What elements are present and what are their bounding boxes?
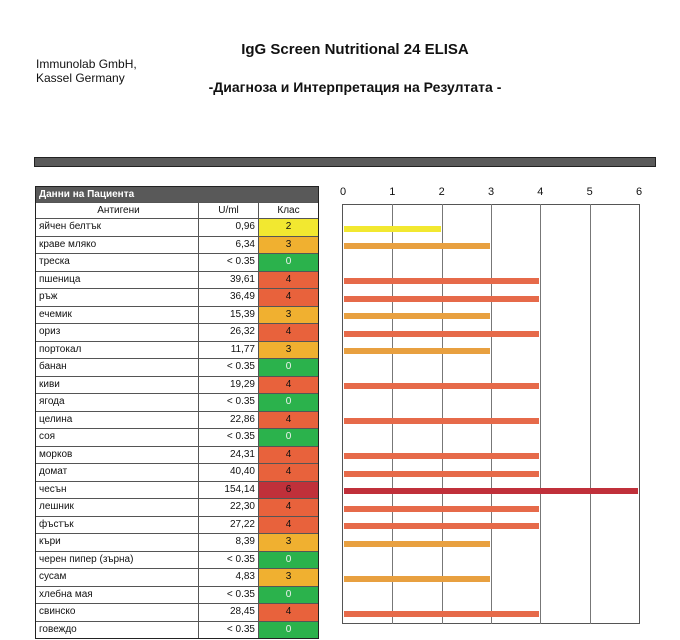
antigen-name: краве мляко	[36, 237, 199, 254]
antigen-value: 40,40	[199, 464, 259, 481]
antigen-class-badge: 4	[259, 377, 318, 394]
antigen-name: фъстък	[36, 517, 199, 534]
table-row	[36, 288, 318, 306]
antigen-value: 154,14	[199, 482, 259, 499]
table-row	[36, 341, 318, 359]
antigen-class-badge: 4	[259, 324, 318, 341]
antigen-class-badge: 0	[259, 429, 318, 446]
antigen-name: соя	[36, 429, 199, 446]
antigen-name: яйчен белтък	[36, 219, 199, 236]
bar	[344, 453, 539, 459]
x-tick-label: 0	[339, 186, 347, 198]
antigen-name: говеждо	[36, 622, 199, 639]
table-row	[36, 236, 318, 254]
antigen-name: ориз	[36, 324, 199, 341]
patient-data-header: Данни на Пациента	[36, 187, 318, 202]
antigen-value: 0,96	[199, 219, 259, 236]
section-divider	[34, 157, 656, 167]
antigen-class-badge: 2	[259, 219, 318, 236]
x-tick-label: 1	[389, 186, 396, 198]
antigen-class-badge: 3	[259, 342, 318, 359]
antigen-class-badge: 3	[259, 569, 318, 586]
gridline	[491, 204, 492, 624]
class-bar-chart	[339, 186, 643, 626]
bar	[344, 331, 539, 337]
bar	[344, 313, 490, 319]
table-row	[36, 358, 318, 376]
antigen-value: 28,45	[199, 604, 259, 621]
antigen-name: черен пипер (зърна)	[36, 552, 199, 569]
table-row	[36, 603, 318, 621]
antigen-class-badge: 6	[259, 482, 318, 499]
table-row	[36, 323, 318, 341]
table-row	[36, 568, 318, 586]
antigen-name: свинско	[36, 604, 199, 621]
table-row	[36, 621, 318, 639]
antigen-value: 6,34	[199, 237, 259, 254]
bar	[344, 348, 490, 354]
bar	[344, 611, 539, 617]
antigen-value: 26,32	[199, 324, 259, 341]
antigen-name: хлебна мая	[36, 587, 199, 604]
column-header-antigen: Антигени	[36, 203, 199, 218]
table-row	[36, 253, 318, 271]
antigen-value: < 0.35	[199, 622, 259, 639]
antigen-value: 8,39	[199, 534, 259, 551]
x-tick-label: 6	[635, 186, 643, 198]
antigen-name: ръж	[36, 289, 199, 306]
bar	[344, 278, 539, 284]
x-tick-label: 5	[586, 186, 593, 198]
antigen-value: 22,86	[199, 412, 259, 429]
antigen-class-badge: 4	[259, 412, 318, 429]
x-tick-label: 2	[438, 186, 445, 198]
lab-line-2: Kassel Germany	[36, 71, 125, 85]
antigen-value: < 0.35	[199, 359, 259, 376]
antigen-name: банан	[36, 359, 199, 376]
antigen-value: 27,22	[199, 517, 259, 534]
bar	[344, 418, 539, 424]
antigen-value: < 0.35	[199, 429, 259, 446]
table-row	[36, 481, 318, 499]
table-row	[36, 516, 318, 534]
antigen-name: ягода	[36, 394, 199, 411]
table-row	[36, 218, 318, 236]
antigen-class-badge: 3	[259, 534, 318, 551]
antigen-class-badge: 0	[259, 552, 318, 569]
report-title: IgG Screen Nutritional 24 ELISA	[241, 41, 469, 58]
antigen-name: чесън	[36, 482, 199, 499]
bar	[344, 226, 441, 232]
antigen-name: портокал	[36, 342, 199, 359]
antigen-name: лешник	[36, 499, 199, 516]
table-row	[36, 393, 318, 411]
antigen-class-badge: 0	[259, 254, 318, 271]
antigen-class-badge: 4	[259, 517, 318, 534]
gridline	[442, 204, 443, 624]
antigen-value: 36,49	[199, 289, 259, 306]
results-table	[35, 186, 319, 639]
column-header-value: U/ml	[199, 203, 259, 218]
lab-line-1: Immunolab GmbH,	[36, 57, 137, 71]
table-header-row	[36, 202, 318, 218]
antigen-value: 15,39	[199, 307, 259, 324]
table-row	[36, 428, 318, 446]
antigen-name: треска	[36, 254, 199, 271]
antigen-value: 39,61	[199, 272, 259, 289]
table-row	[36, 411, 318, 429]
bar	[344, 383, 539, 389]
table-row	[36, 306, 318, 324]
antigen-name: домат	[36, 464, 199, 481]
antigen-name: къри	[36, 534, 199, 551]
bar	[344, 523, 539, 529]
antigen-name: морков	[36, 447, 199, 464]
table-body	[36, 218, 318, 638]
bar	[344, 506, 539, 512]
antigen-class-badge: 0	[259, 394, 318, 411]
antigen-class-badge: 4	[259, 272, 318, 289]
gridline	[590, 204, 591, 624]
antigen-value: < 0.35	[199, 587, 259, 604]
antigen-name: сусам	[36, 569, 199, 586]
table-row	[36, 586, 318, 604]
antigen-value: 11,77	[199, 342, 259, 359]
antigen-value: 4,83	[199, 569, 259, 586]
antigen-class-badge: 4	[259, 604, 318, 621]
antigen-value: 22,30	[199, 499, 259, 516]
antigen-name: целина	[36, 412, 199, 429]
bar	[344, 488, 638, 494]
antigen-class-badge: 4	[259, 447, 318, 464]
antigen-class-badge: 4	[259, 289, 318, 306]
column-header-class: Клас	[277, 205, 300, 216]
table-row	[36, 463, 318, 481]
antigen-class-badge: 0	[259, 622, 318, 639]
report-subtitle: -Диагноза и Интерпретация на Резултата -	[208, 79, 502, 95]
antigen-class-badge: 3	[259, 237, 318, 254]
gridline	[392, 204, 393, 624]
table-row	[36, 271, 318, 289]
bar	[344, 296, 539, 302]
table-row	[36, 446, 318, 464]
antigen-value: 19,29	[199, 377, 259, 394]
bar	[344, 576, 490, 582]
antigen-value: 24,31	[199, 447, 259, 464]
antigen-name: ечемик	[36, 307, 199, 324]
x-tick-label: 3	[487, 186, 495, 198]
antigen-class-badge: 0	[259, 359, 318, 376]
antigen-name: киви	[36, 377, 199, 394]
antigen-class-badge: 4	[259, 499, 318, 516]
table-row	[36, 498, 318, 516]
antigen-name: пшеница	[36, 272, 199, 289]
antigen-value: < 0.35	[199, 552, 259, 569]
antigen-class-badge: 4	[259, 464, 318, 481]
gridline	[540, 204, 541, 624]
bar	[344, 243, 490, 249]
table-row	[36, 376, 318, 394]
table-row	[36, 551, 318, 569]
bar	[344, 541, 490, 547]
antigen-class-badge: 3	[259, 307, 318, 324]
x-tick-label: 4	[537, 186, 544, 198]
antigen-class-badge: 0	[259, 587, 318, 604]
antigen-value: < 0.35	[199, 254, 259, 271]
bar	[344, 471, 539, 477]
table-row	[36, 533, 318, 551]
antigen-value: < 0.35	[199, 394, 259, 411]
